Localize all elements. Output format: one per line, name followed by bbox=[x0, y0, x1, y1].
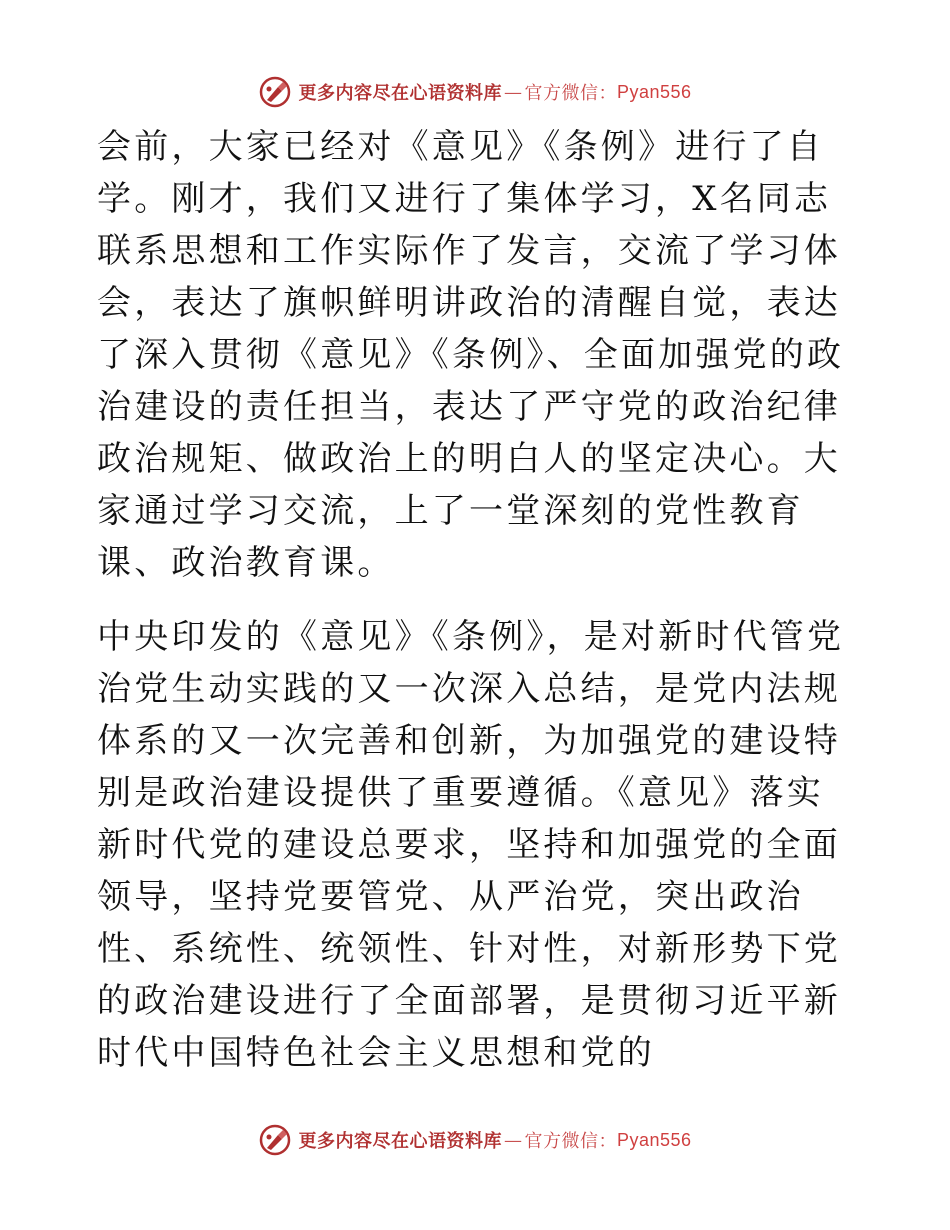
paragraph-1: 会前，大家已经对《意见》《条例》进行了自学。刚才，我们又进行了集体学习，X名同志联系思想和工作实际作了发言，交流了学习体会，表达了旗帜鲜明讲政治的清醒自觉，表达了深入贯彻《意见》《条例》、全面加强党的政治建设的责任担当，表达了严守党的政治纪律政治规矩、做政治上的明白人的坚定决心。大家通过学习交流，上了一堂深刻的党性教育课、政治教育课。 bbox=[97, 127, 845, 583]
watermark-contact-label: 官方微信： bbox=[524, 1131, 617, 1152]
pen-nib-logo-icon bbox=[258, 1123, 292, 1157]
watermark-contact-label: 官方微信： bbox=[524, 83, 617, 104]
watermark-brand: 更多内容尽在心语资料库 bbox=[298, 1131, 502, 1152]
watermark-contact-id: Pyan556 bbox=[616, 81, 692, 102]
watermark-dash: — bbox=[503, 1129, 523, 1151]
watermark-dash: — bbox=[503, 81, 523, 103]
paragraph-2: 中央印发的《意见》《条例》，是对新时代管党治党生动实践的又一次深入总结，是党内法规体系的又一次完善和创新，为加强党的建设特别是政治建设提供了重要遵循。《意见》落实新时代党的建设总要求，坚持和加强党的全面领导，坚持党要管党、从严治党，突出政治性、系统性、统领性、针对性，对新形势下党的政治建设进行了全面部署，是贯彻习近平新时代中国特色社会主义思想和党的 bbox=[97, 617, 845, 1073]
header-watermark bbox=[0, 72, 950, 112]
watermark-brand: 更多内容尽在心语资料库 bbox=[298, 83, 502, 104]
pen-nib-logo-icon bbox=[258, 75, 292, 109]
footer-watermark bbox=[0, 1120, 950, 1160]
watermark-contact-id: Pyan556 bbox=[616, 1129, 692, 1150]
document-body bbox=[97, 121, 857, 1079]
